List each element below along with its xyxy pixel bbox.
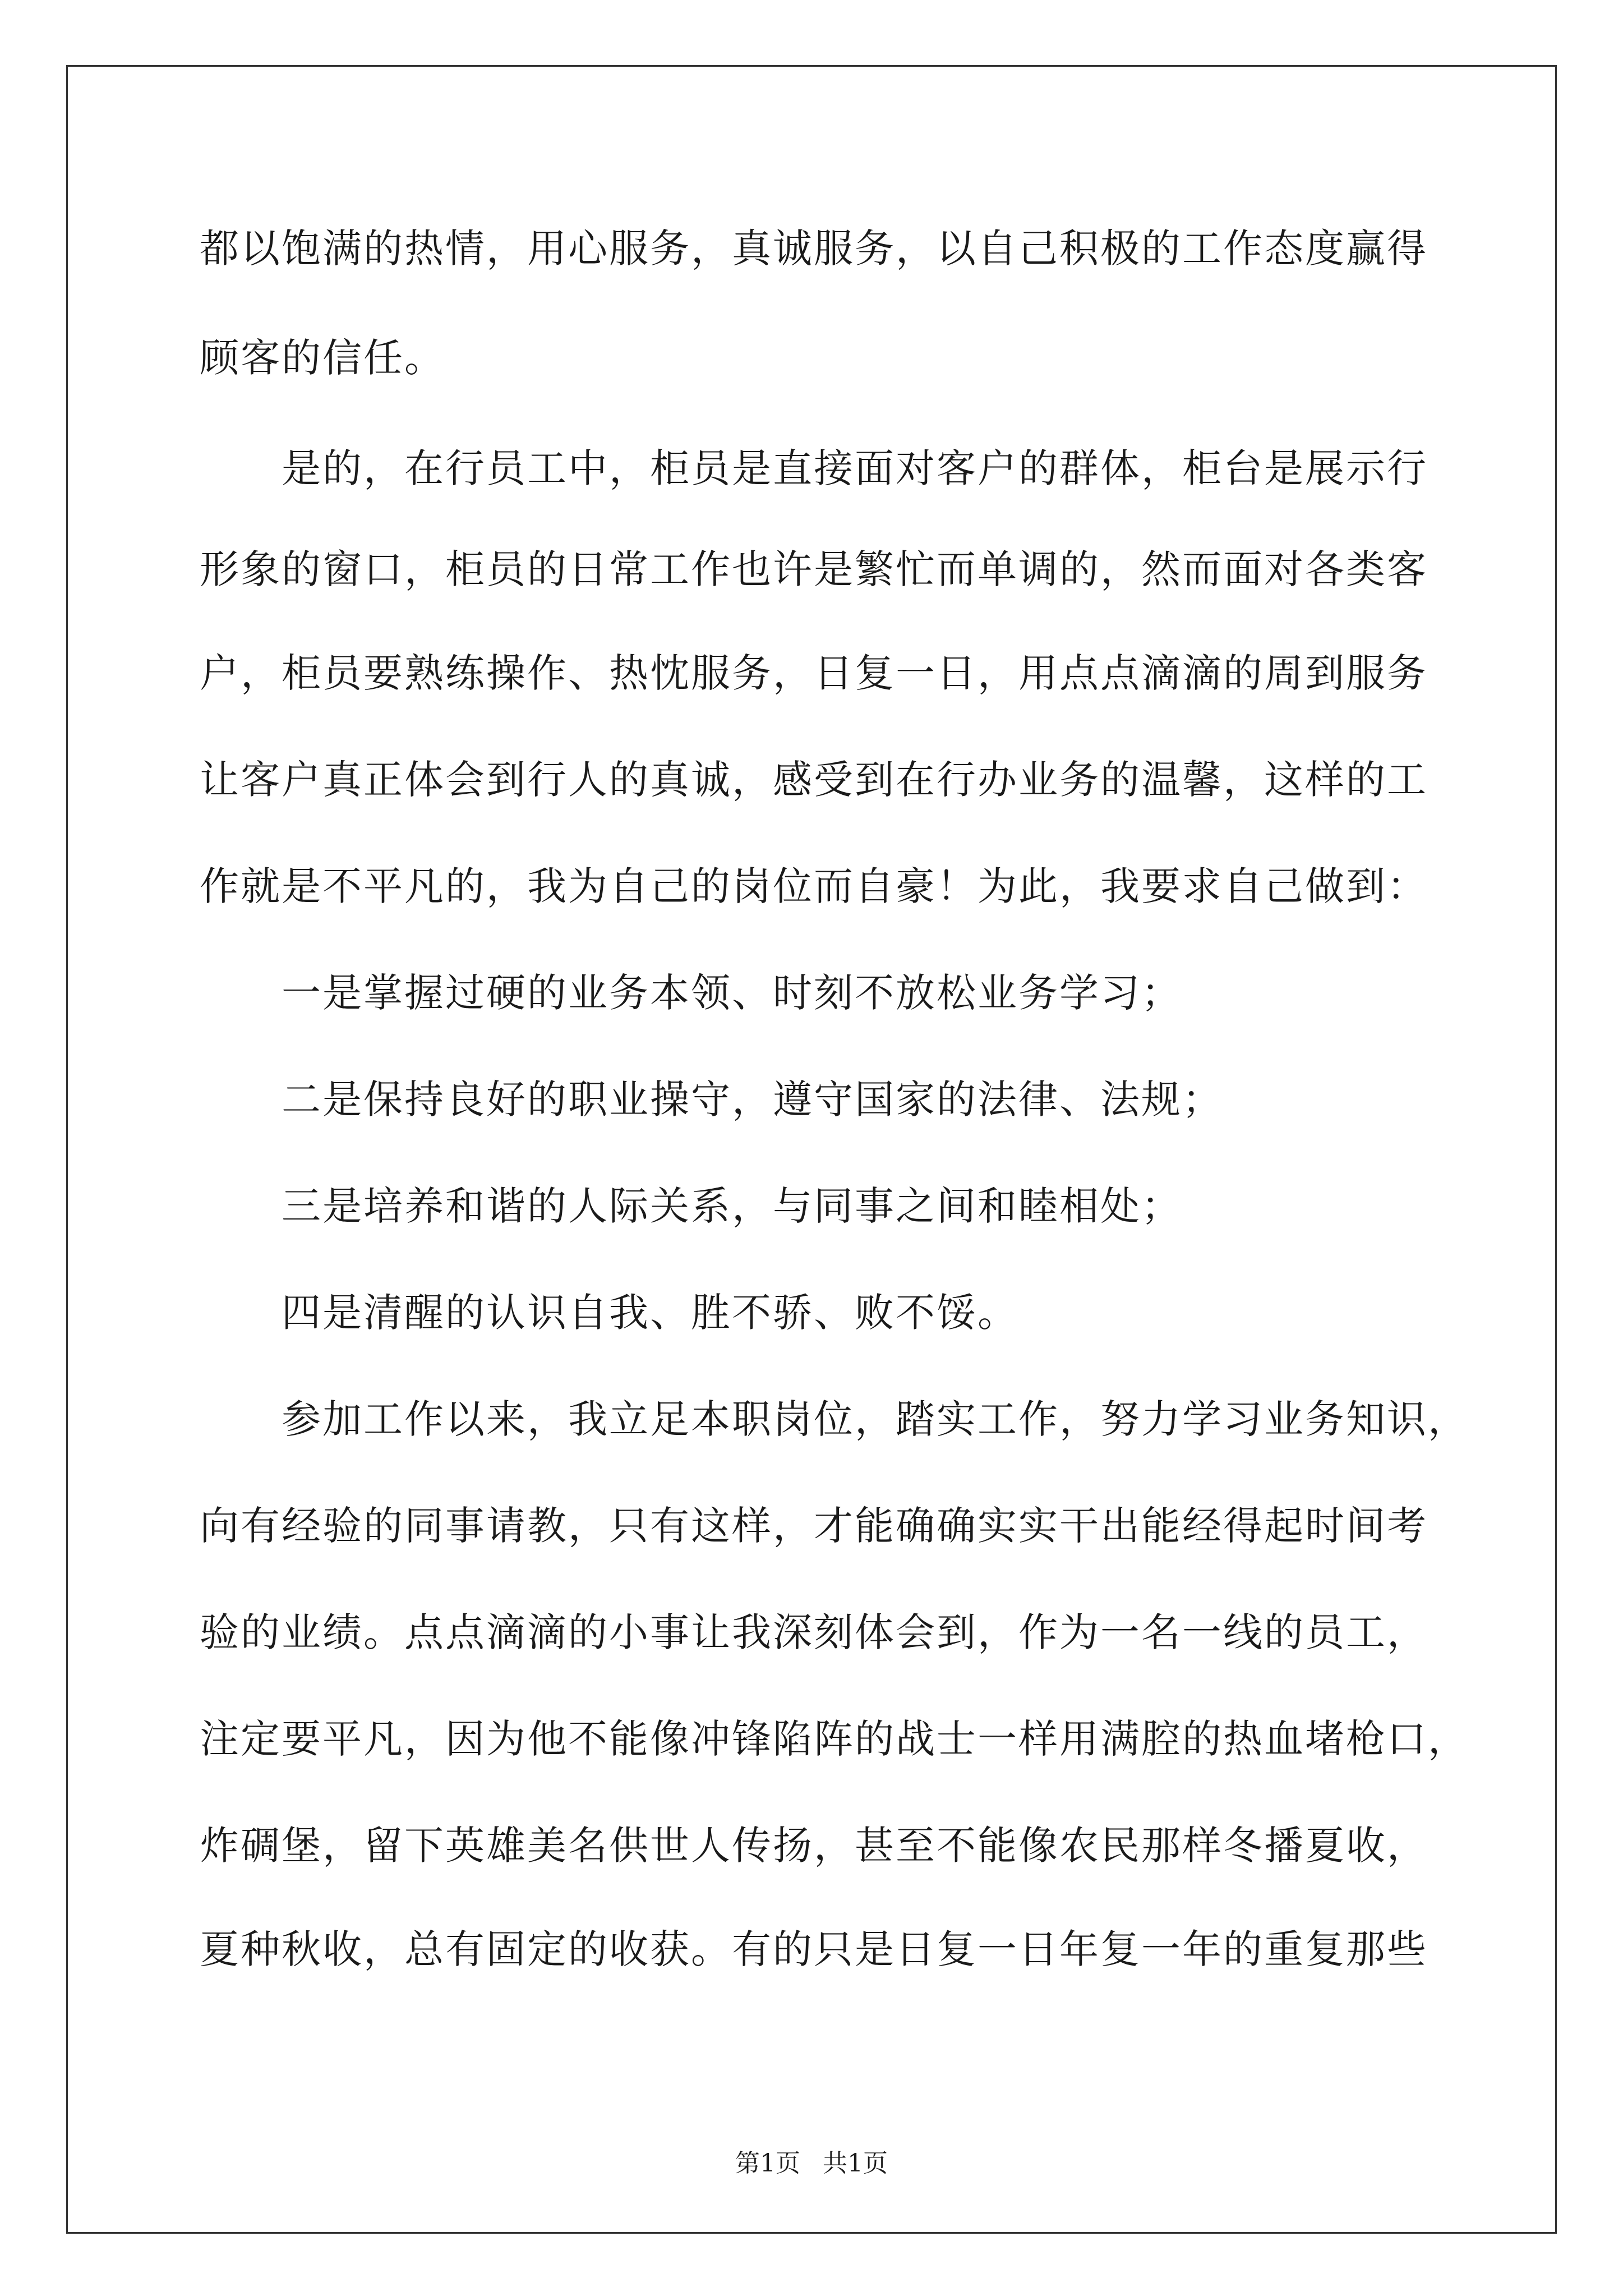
text-line: 二是保持良好的职业操守，遵守国家的法律、法规；	[200, 1076, 1223, 1122]
page-footer	[0, 2151, 1623, 2176]
text-line: 是的，在行员工中，柜员是直接面对客户的群体，柜台是展示行	[200, 445, 1428, 491]
text-line: 参加工作以来，我立足本职岗位，踏实工作，努力学习业务知识，	[200, 1396, 1469, 1442]
text-line: 让客户真正体会到行人的真诚，感受到在行办业务的温馨，这样的工	[200, 757, 1428, 803]
text-line: 验的业绩。点点滴滴的小事让我深刻体会到，作为一名一线的员工，	[200, 1609, 1428, 1655]
text-line: 注定要平凡，因为他不能像冲锋陷阵的战士一样用满腔的热血堵枪口，	[200, 1716, 1469, 1762]
page-border	[66, 65, 1557, 2234]
page-total: 共1页	[823, 2149, 888, 2178]
text-line: 四是清醒的认识自我、胜不骄、败不馁。	[200, 1290, 1018, 1336]
text-line: 一是掌握过硬的业务本领、时刻不放松业务学习；	[200, 970, 1182, 1016]
text-line: 夏种秋收，总有固定的收获。有的只是日复一日年复一年的重复那些	[200, 1926, 1428, 1972]
text-line: 作就是不平凡的，我为自己的岗位而自豪！为此，我要求自己做到：	[200, 863, 1428, 909]
text-line: 形象的窗口，柜员的日常工作也许是繁忙而单调的，然而面对各类客	[200, 546, 1428, 592]
text-line: 向有经验的同事请教，只有这样，才能确确实实干出能经得起时间考	[200, 1503, 1428, 1549]
text-line: 都以饱满的热情，用心服务，真诚服务，以自己积极的工作态度赢得	[200, 226, 1428, 272]
page-number: 第1页	[735, 2149, 800, 2178]
text-line: 炸碉堡，留下英雄美名供世人传扬，甚至不能像农民那样冬播夏收，	[200, 1823, 1428, 1869]
text-line: 三是培养和谐的人际关系，与同事之间和睦相处；	[200, 1183, 1182, 1229]
text-line: 户，柜员要熟练操作、热忱服务，日复一日，用点点滴滴的周到服务	[200, 650, 1428, 696]
text-line: 顾客的信任。	[200, 335, 445, 381]
